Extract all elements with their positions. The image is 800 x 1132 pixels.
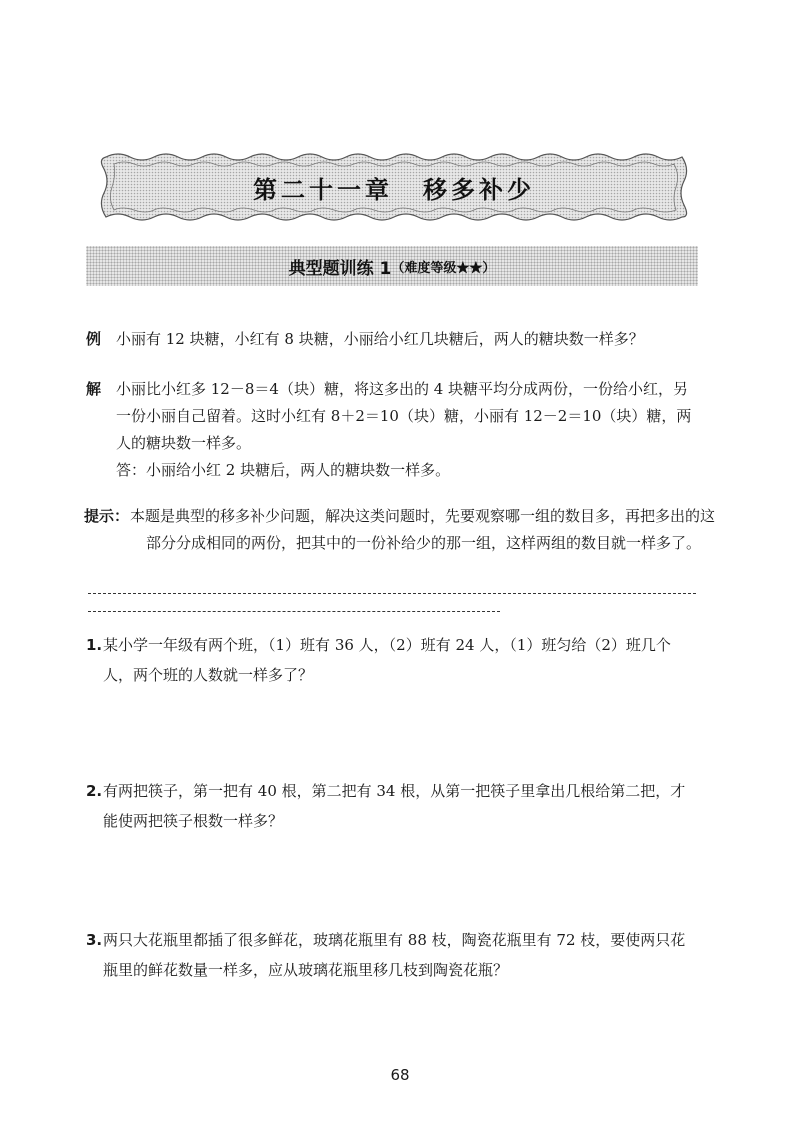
problem-number: 2.: [86, 782, 103, 800]
dashed-divider: [88, 593, 696, 594]
section-title: 典型题训练 1: [288, 258, 392, 279]
hint-block: [84, 503, 716, 587]
example-text: 小丽有 12 块糖，小红有 8 块糖，小丽给小红几块糖后，两人的糖块数一样多？: [116, 330, 644, 348]
problem-number: 3.: [86, 931, 103, 949]
solution-block: [86, 376, 698, 479]
chapter-number: 第二十一章: [253, 175, 393, 204]
difficulty-rating: （难度等级★★）: [391, 260, 496, 276]
section-header: [86, 246, 698, 286]
page-number: 68: [390, 1066, 410, 1084]
solution-label: 解: [86, 380, 102, 398]
problem-text: 两只大花瓶里都插了很多鲜花，玻璃花瓶里有 88 枝，陶瓷花瓶里有 72 枝，要使两只花瓶里的鲜花数量一样多，应从玻璃花瓶里移几枝到陶瓷花瓶？: [103, 931, 686, 979]
problem-text: 有两把筷子，第一把有 40 根，第二把有 34 根，从第一把筷子里拿出几根给第二把，才能使两把筷子根数一样多？: [103, 782, 686, 830]
hint-text: 本题是典型的移多补少问题，解决这类问题时，先要观察哪一组的数目多，再把多出的这部分分成相同的两份，把其中的一份补给少的那一组，这样两组的数目就一样多了。: [130, 507, 716, 552]
hint-label: 提示：: [84, 507, 130, 525]
chapter-title: [100, 153, 688, 221]
chapter-name: 移多补少: [423, 175, 535, 204]
example-block: [86, 326, 698, 354]
problem-number: 1.: [86, 636, 103, 654]
dashed-divider: [88, 611, 500, 612]
solution-answer: 答：小丽给小红 2 块糖后，两人的糖块数一样多。: [116, 461, 451, 479]
example-label: 例: [86, 330, 102, 348]
problem-text: 某小学一年级有两个班，（1）班有 36 人，（2）班有 24 人，（1）班匀给（2）班几个人，两个班的人数就一样多了？: [103, 636, 671, 684]
solution-text: 小丽比小红多 12－8＝4（块）糖，将这多出的 4 块糖平均分成两份，一份给小红，另一份小丽自己留着。这时小红有 8＋2＝10（块）糖，小丽有 12－2＝10（块）糖，两人的糖块数一样多。: [116, 380, 692, 452]
chapter-banner: [100, 153, 688, 221]
